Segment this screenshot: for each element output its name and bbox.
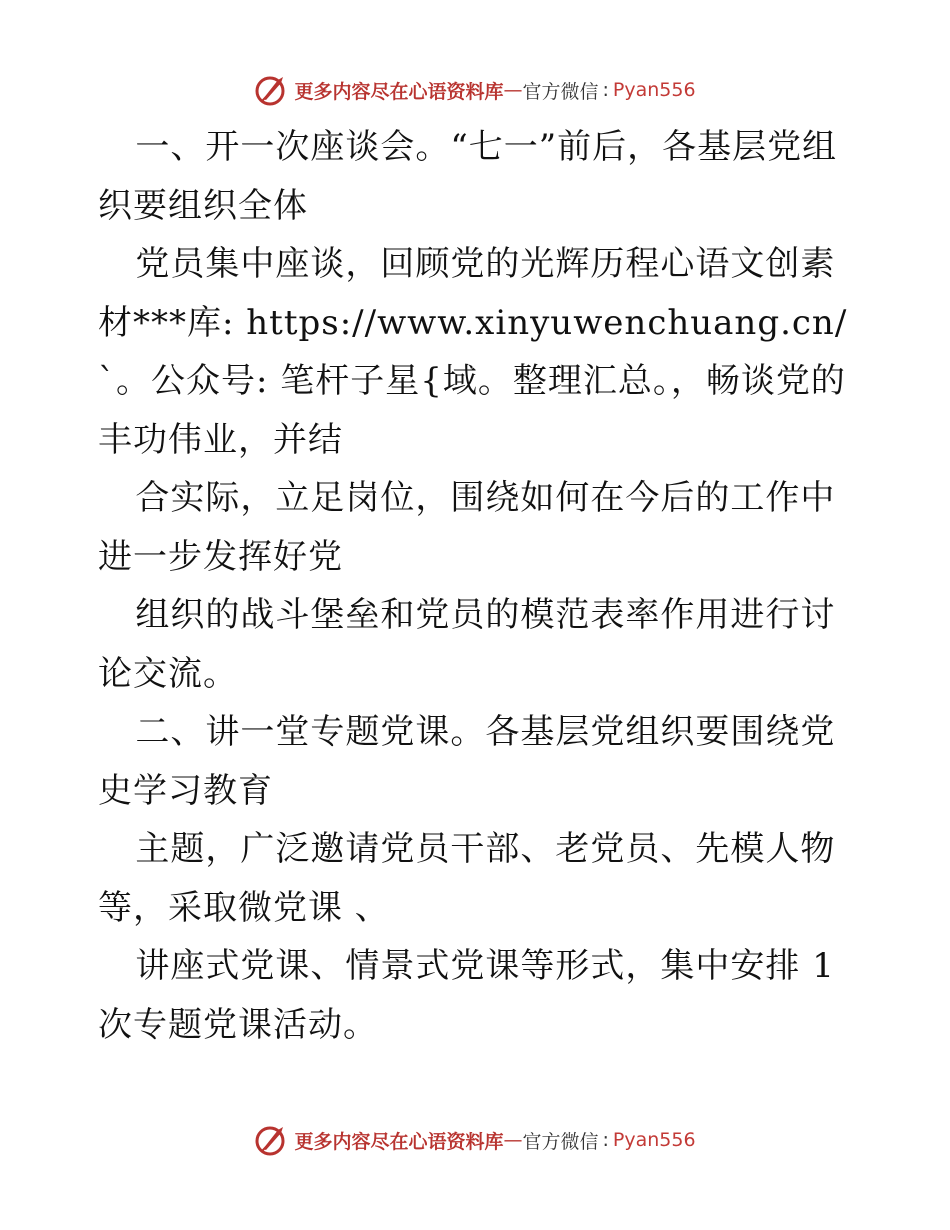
paragraph: 讲座式党课、情景式党课等形式，集中安排 1 次专题党课活动。: [98, 946, 835, 1045]
banner-separator: —: [503, 79, 523, 101]
paragraph: 合实际，立足岗位，围绕如何在今后的工作中进一步发挥好党: [98, 478, 836, 577]
banner-wechat-label: 官方微信: [522, 80, 599, 103]
quill-pen-logo-icon: [254, 1123, 288, 1157]
paragraph: 二、讲一堂专题党课。各基层党组织要围绕党史学习教育: [98, 712, 836, 811]
footer-banner: [0, 1120, 950, 1160]
document-body: [98, 118, 858, 1054]
banner-site-name: 更多内容尽在心语资料库: [294, 1130, 504, 1153]
paragraph: 组织的战斗堡垒和党员的模范表率作用进行讨论交流。: [98, 595, 836, 694]
banner-colon: :: [602, 1129, 609, 1151]
banner-site-name: 更多内容尽在心语资料库: [294, 80, 504, 103]
banner-account: Pyan556: [612, 79, 696, 101]
banner-separator: —: [503, 1129, 523, 1151]
header-banner: [0, 70, 950, 110]
paragraph: 一、开一次座谈会。“七一”前后，各基层党组织要组织全体: [98, 127, 838, 226]
paragraph: 党员集中座谈，回顾党的光辉历程心语文创素材***库: https://www.xinyuwenchuang.cn/`。公众号: 笔杆子星{域。整理汇总。，畅谈党的丰功伟业，并结: [98, 244, 848, 460]
quill-pen-logo-icon: [254, 73, 288, 107]
banner-wechat-label: 官方微信: [522, 1130, 599, 1153]
banner-account: Pyan556: [612, 1129, 696, 1151]
paragraph: 主题，广泛邀请党员干部、老党员、先模人物等，采取微党课 、: [98, 829, 836, 928]
banner-colon: :: [602, 79, 609, 101]
